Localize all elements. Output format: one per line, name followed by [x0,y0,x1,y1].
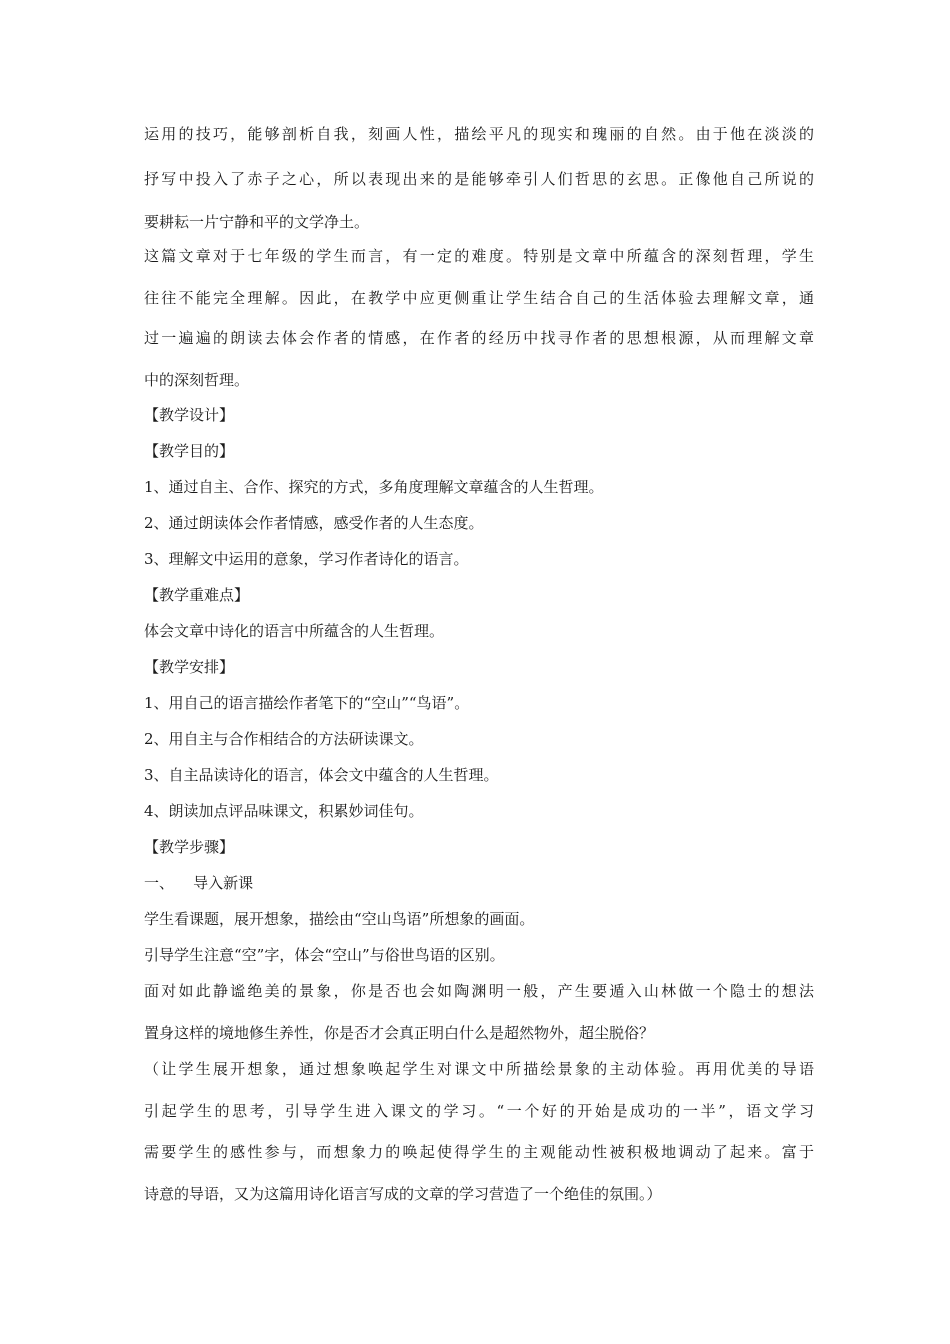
paragraph-line: 运用的技巧，能够剖析自我，刻画人性，描绘平凡的现实和瑰丽的自然。由于他在淡淡的 [144,125,814,143]
step-heading: 一、 导入新课 [144,874,254,892]
paragraph-line: 抒写中投入了赤子之心，所以表现出来的是能够牵引人们哲思的玄思。正像他自己所说的 [144,170,814,188]
paragraph-line: 引导学生注意“空”字，体会“空山”与俗世鸟语的区别。 [144,946,505,964]
paragraph-line: 学生看课题，展开想象，描绘由“空山鸟语”所想象的画面。 [144,910,535,928]
list-item: 4、朗读加点评品味课文，积累妙词佳句。 [144,802,424,820]
paragraph-line: 要耕耘一片宁静和平的文学净土。 [144,213,370,231]
section-heading: 【教学步骤】 [144,838,235,856]
list-item: 1、通过自主、合作、探究的方式，多角度理解文章蕴含的人生哲理。 [144,478,604,496]
list-item: 1、用自己的语言描绘作者笔下的“空山”“鸟语”。 [144,694,470,712]
paragraph-line: 诗意的导语，又为这篇用诗化语言写成的文章的学习营造了一个绝佳的氛围。） [144,1185,662,1203]
section-heading: 【教学安排】 [144,658,235,676]
paragraph-line: （让学生展开想象，通过想象唤起学生对课文中所描绘景象的主动体验。再用优美的导语 [144,1060,814,1078]
list-item: 2、用自主与合作相结合的方法研读课文。 [144,730,424,748]
paragraph-line: 过一遍遍的朗读去体会作者的情感，在作者的经历中找寻作者的思想根源，从而理解文章 [144,329,814,347]
paragraph-line: 面对如此静谧绝美的景象，你是否也会如陶渊明一般，产生要遁入山林做一个隐士的想法 [144,982,814,1000]
list-item: 2、通过朗读体会作者情感，感受作者的人生态度。 [144,514,484,532]
paragraph-line: 往往不能完全理解。因此，在教学中应更侧重让学生结合自己的生活体验去理解文章，通 [144,289,814,307]
paragraph-line: 引起学生的思考，引导学生进入课文的学习。“一个好的开始是成功的一半”，语文学习 [144,1102,814,1120]
section-heading: 【教学目的】 [144,442,235,460]
section-heading: 【教学设计】 [144,406,235,424]
section-heading: 【教学重难点】 [144,586,250,604]
list-item: 3、理解文中运用的意象，学习作者诗化的语言。 [144,550,469,568]
paragraph-line: 体会文章中诗化的语言中所蕴含的人生哲理。 [144,622,445,640]
paragraph-line: 置身这样的境地修生养性，你是否才会真正明白什么是超然物外，超尘脱俗？ [144,1024,655,1042]
paragraph-line: 需要学生的感性参与，而想象力的唤起使得学生的主观能动性被积极地调动了起来。富于 [144,1143,814,1161]
paragraph-line: 这篇文章对于七年级的学生而言，有一定的难度。特别是文章中所蕴含的深刻哲理，学生 [144,247,814,265]
list-item: 3、自主品读诗化的语言，体会文中蕴含的人生哲理。 [144,766,499,784]
paragraph-line: 中的深刻哲理。 [144,371,250,389]
